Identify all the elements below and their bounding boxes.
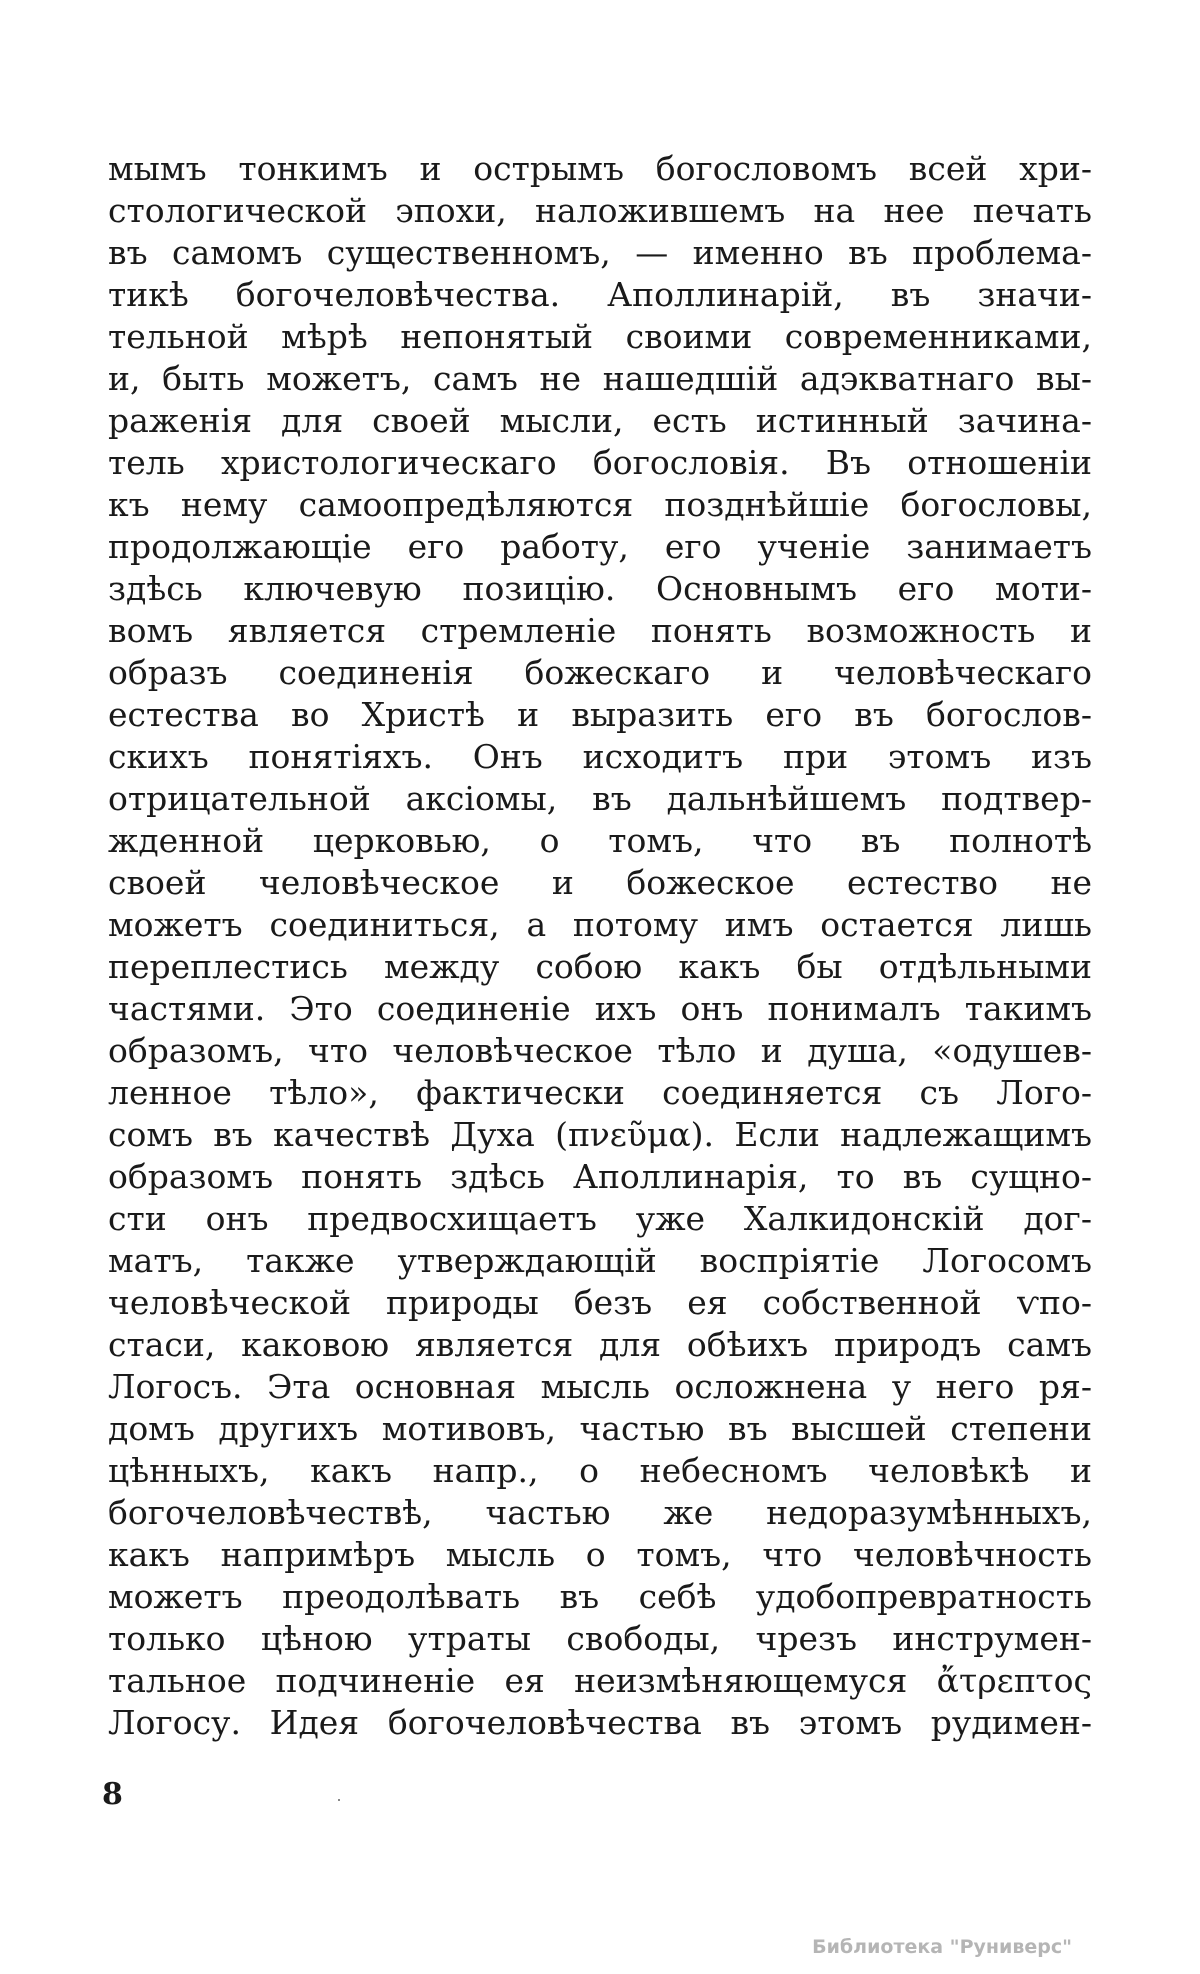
text-line: частями. Это соединеніе ихъ онъ понималъ такимъ <box>108 989 1092 1028</box>
text-line: какъ напримѣръ мысль о томъ, что человѣчность <box>108 1535 1092 1574</box>
print-speck <box>338 1799 340 1801</box>
text-line: естества во Христѣ и выразить его въ богослов- <box>108 695 1092 734</box>
text-line: тельной мѣрѣ непонятый своими современниками, <box>108 317 1092 356</box>
text-line: матъ, также утверждающій воспріятіе Логосомъ <box>108 1241 1092 1280</box>
text-line: мымъ тонкимъ и острымъ богословомъ всей хри- <box>108 149 1092 188</box>
text-line: Логосъ. Эта основная мысль осложнена у него ря- <box>108 1367 1092 1406</box>
text-line: можетъ соединиться, а потому имъ остается лишь <box>108 905 1092 944</box>
text-line: продолжающіе его работу, его ученіе занимаетъ <box>108 527 1092 566</box>
text-line: сти онъ предвосхищаетъ уже Халкидонскій дог- <box>108 1199 1092 1238</box>
text-line: человѣческой природы безъ ея собственной ѵпо- <box>108 1283 1092 1322</box>
text-line: стаси, каковою является для обѣихъ природъ самъ <box>108 1325 1092 1364</box>
text-line: цѣнныхъ, какъ напр., о небесномъ человѣкѣ и <box>108 1451 1092 1490</box>
text-line: переплестись между собою какъ бы отдѣльными <box>108 947 1092 986</box>
text-line: скихъ понятіяхъ. Онъ исходитъ при этомъ изъ <box>108 737 1092 776</box>
text-line: раженія для своей мысли, есть истинный зачина- <box>108 401 1092 440</box>
text-line: тальное подчиненіе ея неизмѣняющемуся ἄτρεπτος <box>108 1661 1092 1700</box>
text-line: образомъ понять здѣсь Аполлинарія, то въ сущно- <box>108 1157 1092 1196</box>
library-watermark: Библиотека "Руниверс" <box>812 1936 1072 1958</box>
body-text <box>108 148 1092 1744</box>
text-line: сомъ въ качествѣ Духа (πνεῦμα). Если надлежащимъ <box>108 1115 1092 1154</box>
text-line: въ самомъ существенномъ, — именно въ проблема- <box>108 233 1092 272</box>
text-line: стологической эпохи, наложившемъ на нее печать <box>108 191 1092 230</box>
text-line: можетъ преодолѣвать въ себѣ удобопревратность <box>108 1577 1092 1616</box>
text-line: только цѣною утраты свободы, чрезъ инструмен- <box>108 1619 1092 1658</box>
text-line: къ нему самоопредѣляются позднѣйшіе богословы, <box>108 485 1092 524</box>
text-line: и, быть можетъ, самъ не нашедшій адэкватнаго вы- <box>108 359 1092 398</box>
text-line: ленное тѣло», фактически соединяется съ Лого- <box>108 1073 1092 1112</box>
text-line: образомъ, что человѣческое тѣло и душа, «одушев- <box>108 1031 1092 1070</box>
text-line: образъ соединенія божескаго и человѣческаго <box>108 653 1092 692</box>
page-number: 8 <box>102 1777 123 1812</box>
text-line: жденной церковью, о томъ, что въ полнотѣ <box>108 821 1092 860</box>
text-line: вомъ является стремленіе понять возможность и <box>108 611 1092 650</box>
text-line: домъ другихъ мотивовъ, частью въ высшей степени <box>108 1409 1092 1448</box>
text-line: богочеловѣчествѣ, частью же недоразумѣнныхъ, <box>108 1493 1092 1532</box>
text-line: Логосу. Идея богочеловѣчества въ этомъ рудимен- <box>108 1703 1092 1742</box>
text-line: тикѣ богочеловѣчества. Аполлинарій, въ значи- <box>108 275 1092 314</box>
text-line: отрицательной аксіомы, въ дальнѣйшемъ подтвер- <box>108 779 1092 818</box>
text-line: здѣсь ключевую позицію. Основнымъ его моти- <box>108 569 1092 608</box>
text-line: тель христологическаго богословія. Въ отношеніи <box>108 443 1092 482</box>
text-line: своей человѣческое и божеское естество не <box>108 863 1092 902</box>
